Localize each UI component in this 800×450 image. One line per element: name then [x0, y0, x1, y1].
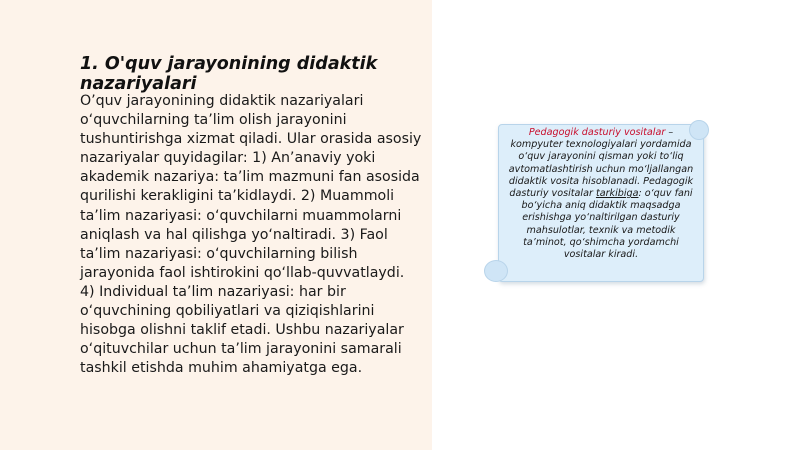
section-title: 1. O'quv jarayonining didaktik nazariyalari — [80, 54, 378, 94]
scroll-text-part-2: : o‘quv fani bo‘yicha aniq didaktik maqsadga erishishga yo‘naltirilgan dasturiy mahsulotlar, texnik va metodik ta’minot, qo‘shimcha yordamchi vositalar kiradi. — [521, 188, 693, 261]
scroll-curl-bottom — [484, 260, 508, 282]
scroll-underlined-word: tarkibiga — [595, 188, 639, 200]
scroll-callout — [486, 120, 720, 288]
body-paragraph: O’quv jarayonining didaktik nazariyalari o‘quvchilarning ta’lim olish jarayonini tushuntirishga xizmat qiladi. Ular orasida asosiy nazariyalar quyidagilar: 1) An’anaviy yoki akademik nazariya: ta’lim mazmuni fan asosida qurilishi kerakligini ta’kidlaydi. 2) Muammoli ta’lim nazariyasi: o‘quvchilarni muammolarni aniqlash va hal qilishga yo‘naltiradi. 3) Faol ta’lim nazariyasi: o‘quvchilarning bilish jarayonida faol ishtirokini qo‘llab-quvvatlaydi. 4) Individual ta’lim nazariyasi: har bir o‘quvchining qobiliyatlari va qiziqishlarini hisobga olishni taklif etadi. Ushbu nazariyalar o‘qituvchilar uchun ta’lim jarayonini samarali tashkil etishda muhim ahamiyatga ega. — [80, 93, 422, 377]
scroll-card — [498, 124, 704, 282]
scroll-text-part-1: – kompyuter texnologiyalari yordamida o‘quv jarayonini qisman yoki to‘liq avtomatlashtirish uchun mo‘ljallangan didaktik vosita hisoblanadi. Pedagogik dasturiy vositalar — [508, 127, 694, 200]
scroll-text — [499, 125, 703, 261]
scroll-term: Pedagogik dasturiy vositalar — [528, 127, 666, 138]
scroll-curl-top — [689, 120, 709, 140]
